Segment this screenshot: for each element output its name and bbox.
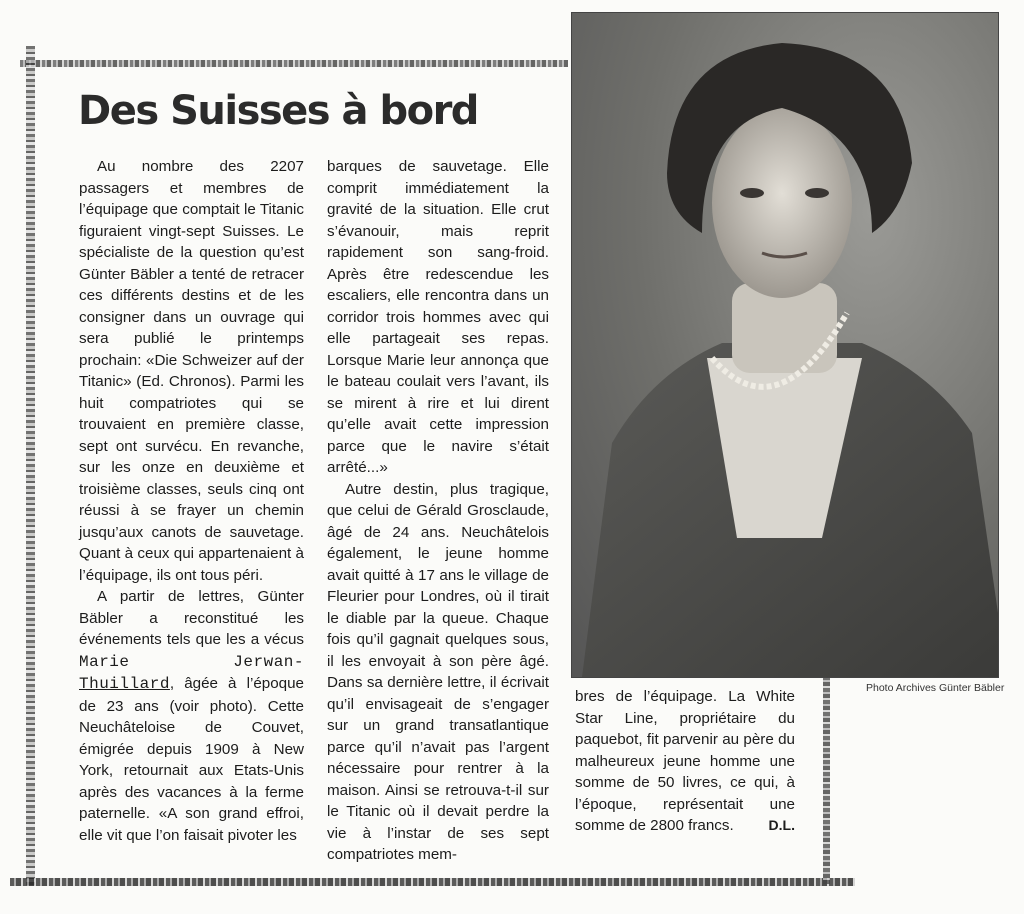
torn-border-top [20,60,568,67]
text-run: A partir de lettres, Günter Bäbler a reconstitué les événements tels que les a vécus [79,588,304,648]
paragraph: barques de sauvetage. Elle comprit immédiatement la gravité de la situation. Elle crut s’évanouir, mais reprit rapidement son sang-froid. Après être redescendue les escaliers, elle rencontra dans un corridor trois hommes avec qui elle partageait ses repas. Lorsque Marie leur annonça que le bateau coulait vers l’avant, ils se mirent à rire et lui dirent qu’elle avait cette impression parce que le navire s’était arrêté...» [327,158,549,476]
typed-name-underlined: Thuillard [79,675,170,693]
torn-border-right [823,676,830,884]
text-run: bres de l’équipage. La White Star Line, propriétaire du paquebot, fit parvenir au père du malheureux jeune homme une somme de 50 livres, ce qui, à l’époque, représentait une somme de 2800 francs. [575,688,795,834]
article-column-3 [575,686,795,837]
paragraph: Au nombre des 2207 passagers et membres de l’équipage que comptait le Titanic figuraient vingt-sept Suisses. Le spécialiste de la question qu’est Günter Bäbler a tenté de retracer ces différents destins et de les consigner dans un ouvrage qui sera publié le printemps prochain: «Die Schweizer auf der Titanic» (Ed. Chronos). Parmi les huit compatriotes qui se trouvaient en première classe, sept ont survécu. En revanche, sur les onze en deuxième et troisième classes, seuls cinq ont réussi à se frayer un chemin jusqu’aux canots de sauvetage. Quant à ceux qui appartenaient à l’équipage, ils ont tous péri. [79,158,304,584]
portrait-photo [571,12,999,678]
torn-border-left [26,46,35,886]
article-column-2 [327,156,549,866]
photo-credit: Photo Archives Günter Bäbler [866,682,1005,694]
text-run: , âgée à l’époque de 23 ans (voir photo). Cette Neuchâteloise de Couvet, émigrée depuis 1909 à New York, retournait aux Etats-Unis après des vacances à la ferme paternelle. «A son grand effroi, elle vit que l’on faisait pivoter les [79,675,304,844]
article-headline: Des Suisses à bord [78,88,478,134]
paragraph [79,586,304,846]
paragraph: Autre destin, plus tragique, que celui de Gérald Grosclaude, âgé de 24 ans. Neuchâtelois également, le jeune homme avait quitté à 17 ans le village de Fleurier pour Londres, où il tirait le diable par la queue. Chaque fois qu’il gagnait quelques sous, il les envoyait à son père âgé. Dans sa dernière lettre, il écrivait qu’il envisageait de s’engager sur un grand transatlantique parce qu’il n’avait pas l’argent nécessaire pour rentrer à la maison. Ainsi se retrouva-t-il sur le Titanic où il devait perdre la vie à l’instar de ses sept compatriotes mem- [327,480,549,863]
typed-name: Marie Jerwan- [79,652,304,671]
torn-border-bottom [10,878,855,886]
portrait-illustration [572,13,998,677]
paragraph [575,686,795,837]
author-signature: D.L. [768,817,795,833]
article-column-1 [79,156,304,846]
